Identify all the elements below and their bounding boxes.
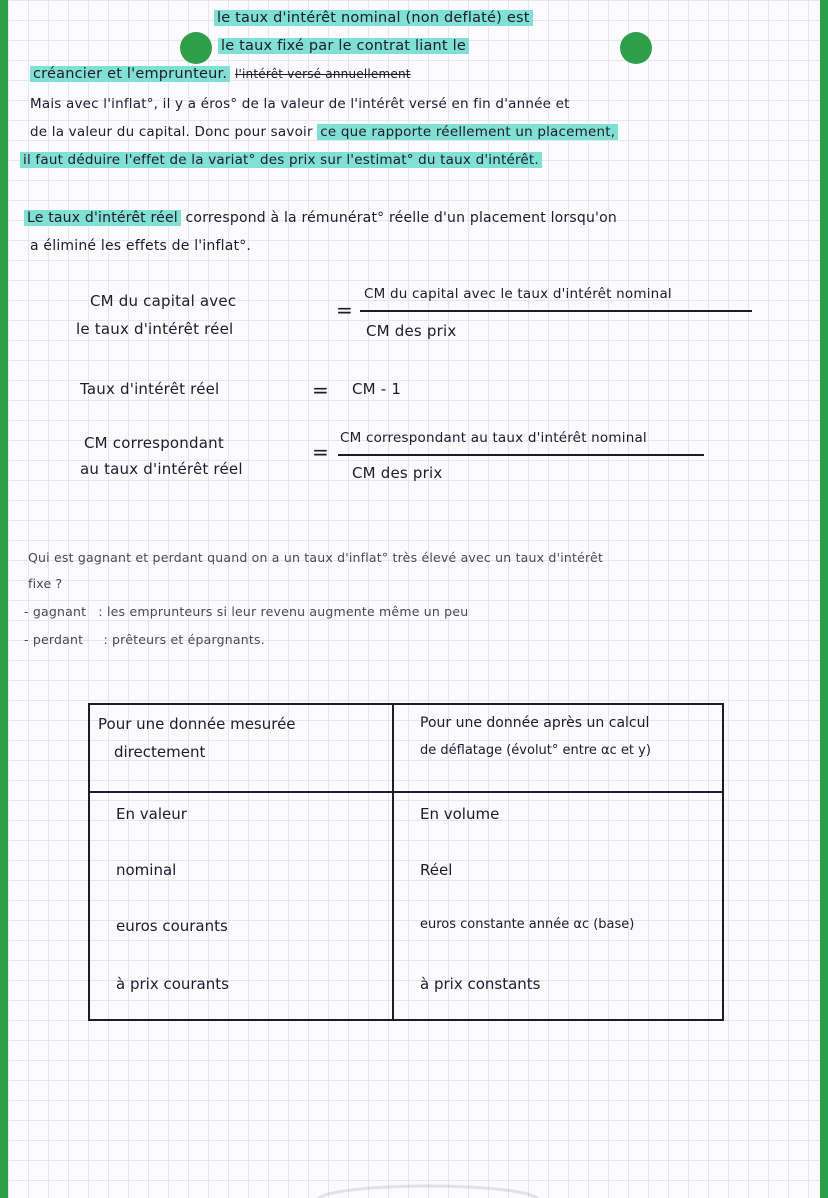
intro-line-3 xyxy=(30,66,411,82)
intro-line-5-highlight: ce que rapporte réellement un placement, xyxy=(317,124,618,140)
intro-line-5 xyxy=(30,124,618,140)
definition-line-1 xyxy=(24,210,617,226)
formula1-numerator: CM du capital avec le taux d'intérêt nominal xyxy=(364,286,672,302)
intro-line-1: le taux d'intérêt nominal (non deflaté) est xyxy=(214,10,533,26)
table-row-4-left: à prix courants xyxy=(116,975,229,993)
formula1-fraction-bar xyxy=(360,310,752,312)
comparison-table xyxy=(88,703,724,1021)
table-row-3-left: euros courants xyxy=(116,917,228,935)
table-column-divider xyxy=(392,705,394,1019)
table-row-4-right: à prix constants xyxy=(420,975,541,993)
intro-line-4: Mais avec l'inflat°, il y a éros° de la valeur de l'intérêt versé en fin d'année et xyxy=(30,96,570,112)
table-header-right-1: Pour une donnée après un calcul xyxy=(420,715,650,731)
winner-label: - gagnant xyxy=(24,604,87,619)
table-row-1-right: En volume xyxy=(420,805,500,823)
bleed-through-logo xyxy=(308,1180,548,1198)
table-header-divider xyxy=(90,791,722,793)
formula1-left-1: CM du capital avec xyxy=(90,292,237,310)
formula2-right: CM - 1 xyxy=(352,380,402,398)
formula2-equals: = xyxy=(312,378,329,402)
loser-line xyxy=(24,632,265,647)
intro-line-3-highlight: créancier et l'emprunteur. xyxy=(30,66,230,82)
intro-line-6: il faut déduire l'effet de la variat° des prix sur l'estimat° du taux d'intérêt. xyxy=(20,152,542,168)
intro-line-5-start: de la valeur du capital. Donc pour savoir xyxy=(30,124,313,140)
formula1-equals: = xyxy=(336,298,353,322)
formula3-numerator: CM correspondant au taux d'intérêt nominal xyxy=(340,430,647,446)
definition-term: Le taux d'intérêt réel xyxy=(24,210,181,226)
table-header-right-2: de déflatage (évolut° entre αc et y) xyxy=(420,743,651,758)
definition-rest: correspond à la rémunérat° réelle d'un placement lorsqu'on xyxy=(185,210,617,226)
loser-text: : prêteurs et épargnants. xyxy=(103,632,265,647)
loser-label: - perdant xyxy=(24,632,84,647)
binder-hole-right xyxy=(620,32,652,64)
formula3-denominator: CM des prix xyxy=(352,464,443,482)
formula1-left-2: le taux d'intérêt réel xyxy=(76,320,234,338)
question-line-2: fixe ? xyxy=(28,576,63,591)
formula3-left-1: CM correspondant xyxy=(84,434,224,452)
formula2-left: Taux d'intérêt réel xyxy=(80,380,220,398)
formula1-denominator: CM des prix xyxy=(366,322,457,340)
table-row-1-left: En valeur xyxy=(116,805,187,823)
winner-line xyxy=(24,604,468,619)
table-header-left-1: Pour une donnée mesurée xyxy=(98,715,296,733)
formula3-equals: = xyxy=(312,440,329,464)
notebook-page xyxy=(8,0,820,1198)
question-line-1: Qui est gagnant et perdant quand on a un taux d'inflat° très élevé avec un taux d'intérêt xyxy=(28,550,604,565)
formula3-fraction-bar xyxy=(338,454,704,456)
table-header-left-2: directement xyxy=(114,743,206,761)
intro-crossed-out: l'intérêt versé annuellement xyxy=(234,67,411,81)
winner-text: : les emprunteurs si leur revenu augmente même un peu xyxy=(98,604,469,619)
intro-line-2: le taux fixé par le contrat liant le xyxy=(218,38,469,54)
table-row-3-right: euros constante année αc (base) xyxy=(420,917,635,932)
definition-line-2: a éliminé les effets de l'inflat°. xyxy=(30,238,252,254)
formula3-left-2: au taux d'intérêt réel xyxy=(80,460,243,478)
binder-hole-left xyxy=(180,32,212,64)
table-row-2-right: Réel xyxy=(420,861,453,879)
table-row-2-left: nominal xyxy=(116,861,177,879)
